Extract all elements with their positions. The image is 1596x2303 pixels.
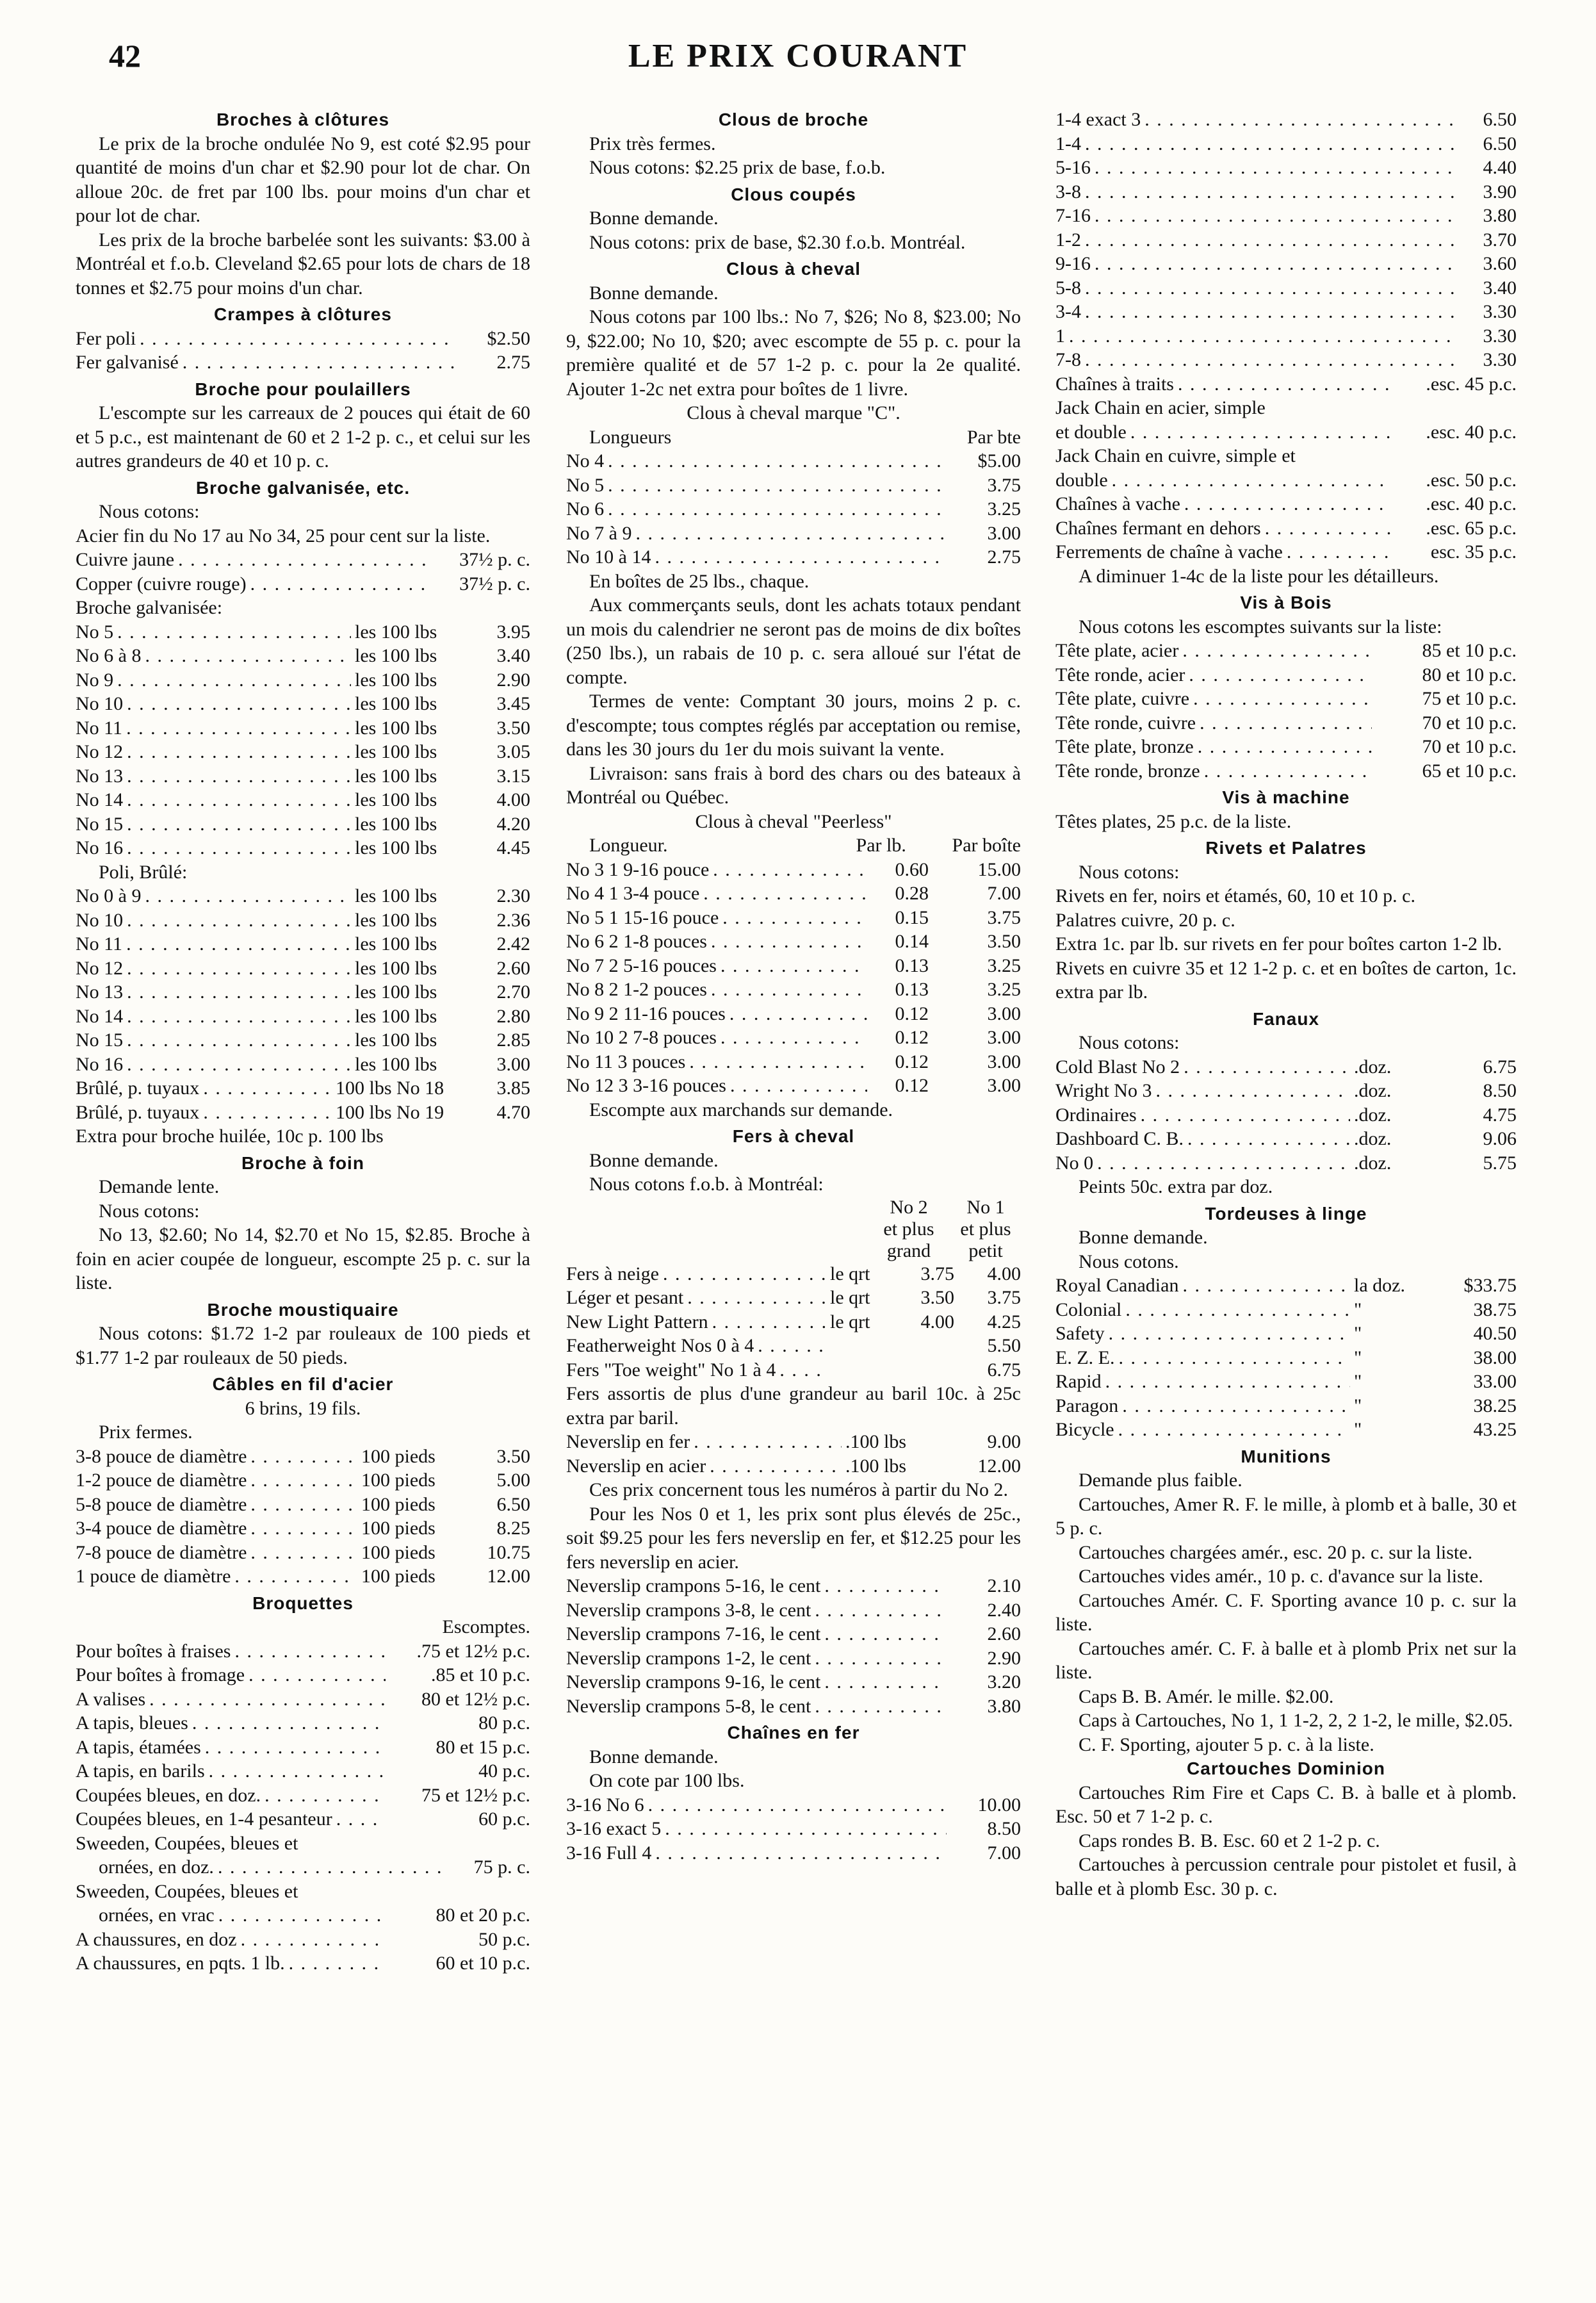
paragraph: Peints 50c. extra par doz. xyxy=(1079,1176,1273,1197)
price-row: Cold Blast No 2 . . . .doz. 6.75 xyxy=(1055,1055,1517,1079)
paragraph: Termes de vente: Comptant 30 jours, moins 2 p. c. d'escompte; tous comptes réglés par acceptation ou remise, dans les 30 jours du 1er du mois suivant la vente. xyxy=(566,691,1021,760)
page-number: 42 xyxy=(109,38,141,74)
price-row: Ferrements de chaîne à vache . . . esc. 35 p.c. xyxy=(1055,540,1517,564)
price-row: A tapis, bleues . . . 80 p.c. xyxy=(76,1711,530,1735)
price-row: A tapis, étamées . . . 80 et 15 p.c. xyxy=(76,1735,530,1760)
paragraph: Acier fin du No 17 au No 34, 25 pour cent sur la liste. xyxy=(76,525,491,546)
paragraph: Cartouches à percussion centrale pour pistolet et fusil, à balle et à plomb Esc. 30 p. c. xyxy=(1055,1854,1517,1899)
section-heading: Tordeuses à linge xyxy=(1205,1203,1367,1224)
paragraph: Cartouches Rim Fire et Caps C. B. à balle et à plomb. Esc. 50 et 7 1-2 p. c. xyxy=(1055,1782,1517,1827)
price-row: 3-16 exact 5 . . . 8.50 xyxy=(566,1817,1021,1841)
price-row: Paragon . . . " 38.25 xyxy=(1055,1394,1517,1418)
paragraph: Demande plus faible. xyxy=(1079,1470,1242,1491)
price-row: Neverslip en fer . . . .100 lbs 9.00 xyxy=(566,1430,1021,1454)
price-row: No 14 . . . les 100 lbs 2.80 xyxy=(76,1004,530,1029)
paragraph: Bonne demande. xyxy=(589,1149,719,1171)
price-row: No 13 . . . les 100 lbs 3.15 xyxy=(76,764,530,789)
price-row: No 15 . . . les 100 lbs 4.20 xyxy=(76,812,530,837)
subheading: Poli, Brûlé: xyxy=(99,861,188,883)
price-row: 1-4 exact 3 . . . 6.50 xyxy=(1055,108,1517,132)
price-row: 5-8 pouce de diamètre . . . 100 pieds 6.50 xyxy=(76,1493,530,1517)
price-row: Jack Chain en acier, simple xyxy=(1055,397,1266,418)
price-row: A chaussures, en pqts. 1 lb. . . . 60 et 10 p.c. xyxy=(76,1951,530,1976)
section-heading: Vis à machine xyxy=(1222,787,1350,807)
section-heading: Clous de broche xyxy=(718,110,869,129)
price-row: ornées, en vrac . . . 80 et 20 p.c. xyxy=(76,1903,530,1928)
price-row: No 16 . . . les 100 lbs 4.45 xyxy=(76,836,530,860)
price-row: 9-16 . . . 3.60 xyxy=(1055,252,1517,276)
price-table xyxy=(1055,639,1517,783)
price-table xyxy=(1055,108,1517,372)
price-row: No 7 à 9 . . . 3.00 xyxy=(566,521,1021,546)
price-table xyxy=(1055,1055,1517,1176)
price-row: Léger et pesant . . . le qrt 3.50 3.75 xyxy=(566,1286,1021,1310)
price-row: Chaînes à vache . . . .esc. 40 p.c. xyxy=(1055,492,1517,516)
price-row: A valises . . . 80 et 12½ p.c. xyxy=(76,1687,530,1712)
price-row: No 0 à 9 . . . les 100 lbs 2.30 xyxy=(76,884,530,908)
paragraph: Cartouches Amér. C. F. Sporting avance 10 p. c. sur la liste. xyxy=(1055,1589,1517,1635)
price-table xyxy=(566,1262,1021,1382)
price-row: Neverslip crampons 3-8, le cent . . . 2.40 xyxy=(566,1598,1021,1623)
price-row: Safety . . . " 40.50 xyxy=(1055,1322,1517,1346)
price-row: Fer galvanisé . . . 2.75 xyxy=(76,350,530,375)
price-row: Neverslip crampons 7-16, le cent . . . 2.60 xyxy=(566,1622,1021,1646)
price-row: No 10 . . . les 100 lbs 2.36 xyxy=(76,908,530,933)
price-row: Coupées bleues, en 1-4 pesanteur . . . 60 p.c. xyxy=(76,1807,530,1832)
column-3 xyxy=(1055,108,1517,1901)
column-2 xyxy=(566,108,1021,1865)
price-row: Tête ronde, bronze . . . 65 et 10 p.c. xyxy=(1055,759,1517,783)
paragraph: Bonne demande. xyxy=(589,1746,719,1767)
paragraph: Nous cotons: xyxy=(1079,861,1180,883)
price-row: No 11 . . . les 100 lbs 2.42 xyxy=(76,932,530,956)
section-heading: Câbles en fil d'acier xyxy=(212,1374,394,1394)
price-row: Tête plate, acier . . . 85 et 10 p.c. xyxy=(1055,639,1517,663)
table-header: No 2 et plus grand No 1 et plus petit xyxy=(883,1196,1011,1261)
price-row: No 0 . . . .doz. 5.75 xyxy=(1055,1151,1517,1176)
price-row: No 6 2 1-8 pouces . . . 0.14 3.50 xyxy=(566,930,1021,954)
price-row: 7-8 pouce de diamètre . . . 100 pieds 10.75 xyxy=(76,1541,530,1565)
price-row: New Light Pattern . . . le qrt 4.00 4.25 xyxy=(566,1310,1021,1334)
paragraph: Sweeden, Coupées, bleues et xyxy=(76,1832,298,1854)
price-row: 3-4 pouce de diamètre . . . 100 pieds 8.25 xyxy=(76,1516,530,1541)
price-table xyxy=(76,884,530,1076)
section-heading: Broche galvanisée, etc. xyxy=(195,477,411,498)
price-row: No 5 . . . 3.75 xyxy=(566,473,1021,498)
price-row: A chaussures, en doz . . . 50 p.c. xyxy=(76,1928,530,1952)
price-row: Tête plate, cuivre . . . 75 et 10 p.c. xyxy=(1055,687,1517,711)
paragraph: Caps B. B. Amér. le mille. $2.00. xyxy=(1079,1685,1334,1707)
paragraph: Prix très fermes. xyxy=(589,133,716,154)
paragraph: Nous cotons: $1.72 1-2 par rouleaux de 100 pieds et $1.77 1-2 par rouleaux de 50 pieds. xyxy=(76,1323,530,1368)
section-heading: Munitions xyxy=(1241,1446,1331,1466)
price-row: 3-8 . . . 3.90 xyxy=(1055,180,1517,204)
price-row: 3-16 Full 4 . . . 7.00 xyxy=(566,1841,1021,1865)
paragraph: Nous cotons. xyxy=(1079,1250,1179,1272)
price-row: Neverslip crampons 5-8, le cent . . . 3.80 xyxy=(566,1694,1021,1719)
price-row: No 11 3 pouces . . . 0.12 3.00 xyxy=(566,1050,1021,1074)
price-row: No 7 2 5-16 pouces . . . 0.13 3.25 xyxy=(566,954,1021,978)
section-heading: Crampes à clôtures xyxy=(214,304,392,324)
paragraph: Cartouches vides amér., 10 p. c. d'avance sur la liste. xyxy=(1079,1566,1483,1587)
price-row: Brûlé, p. tuyaux . . . 100 lbs No 19 4.70 xyxy=(76,1101,530,1125)
section-heading: Chaînes en fer xyxy=(727,1723,860,1742)
price-table xyxy=(566,449,1021,570)
paragraph: Caps à Cartouches, No 1, 1 1-2, 2, 2 1-2, le mille, $2.05. xyxy=(1079,1710,1513,1731)
price-row: No 12 . . . les 100 lbs 2.60 xyxy=(76,956,530,981)
price-row: Jack Chain en cuivre, simple et xyxy=(1055,445,1296,466)
column-1 xyxy=(76,108,530,1976)
paragraph: Extra pour broche huilée, 10c p. 100 lbs xyxy=(76,1126,384,1147)
price-row: Coupées bleues, en doz. . . . 75 et 12½ p.c. xyxy=(76,1783,530,1808)
paragraph: Rivets en fer, noirs et étamés, 60, 10 et 10 p. c. xyxy=(1055,885,1415,906)
paragraph: Fers assortis de plus d'une grandeur au baril 10c. à 25c extra par baril. xyxy=(566,1383,1021,1429)
paragraph: L'escompte sur les carreaux de 2 pouces qui était de 60 et 5 p.c., est maintenant de 60 et 2 1-2 p. c., et celui sur les autres grandeurs de 40 et 10 p. c. xyxy=(76,402,530,471)
section-heading: Broche moustiquaire xyxy=(207,1299,399,1320)
paragraph: Cartouches chargées amér., esc. 20 p. c. sur la liste. xyxy=(1079,1541,1473,1563)
price-row: No 12 3 3-16 pouces . . . 0.12 3.00 xyxy=(566,1074,1021,1098)
column-header: Escomptes. xyxy=(442,1616,530,1637)
section-heading: Broquettes xyxy=(252,1593,354,1613)
paragraph: Bonne demande. xyxy=(1079,1227,1208,1248)
price-row: Neverslip crampons 5-16, le cent . . . 2.10 xyxy=(566,1574,1021,1598)
price-row: No 10 à 14 . . . 2.75 xyxy=(566,545,1021,570)
paragraph: Rivets en cuivre 35 et 12 1-2 p. c. et en boîtes de carton, 1c. extra par lb. xyxy=(1055,957,1517,1003)
price-row: No 10 2 7-8 pouces . . . 0.12 3.00 xyxy=(566,1026,1021,1050)
price-row: No 6 . . . 3.25 xyxy=(566,497,1021,521)
price-row: No 4 1 3-4 pouce . . . 0.28 7.00 xyxy=(566,881,1021,906)
price-table xyxy=(76,620,530,860)
subheading: Clous à cheval marque "C". xyxy=(687,402,900,423)
price-row: 1 . . . 3.30 xyxy=(1055,324,1517,348)
paragraph: Les prix de la broche barbelée sont les suivants: $3.00 à Montréal et f.o.b. Cleveland $2.65 pour lots de chars de 18 tonnes et $2.75 pour moins d'un char. xyxy=(76,229,530,299)
price-row: 1-2 . . . 3.70 xyxy=(1055,228,1517,252)
price-table xyxy=(566,1430,1021,1478)
price-row: Royal Canadian . . . la doz. $33.75 xyxy=(1055,1274,1517,1298)
price-row: No 9 . . . les 100 lbs 2.90 xyxy=(76,668,530,693)
price-row: Ordinaires . . . .doz. 4.75 xyxy=(1055,1103,1517,1127)
paragraph: Cartouches, Amer R. F. le mille, à plomb et à balle, 30 et 5 p. c. xyxy=(1055,1493,1517,1539)
price-row: No 5 1 15-16 pouce . . . 0.15 3.75 xyxy=(566,906,1021,930)
price-row: Bicycle . . . " 43.25 xyxy=(1055,1418,1517,1442)
section-heading: Fanaux xyxy=(1252,1008,1320,1029)
subheading: Clous à cheval "Peerless" xyxy=(695,810,892,832)
paragraph: Ces prix concernent tous les numéros à partir du No 2. xyxy=(589,1479,1009,1500)
price-row: 3-4 . . . 3.30 xyxy=(1055,300,1517,324)
paragraph-group xyxy=(1055,1493,1517,1757)
price-table xyxy=(566,1793,1021,1865)
paragraph: Aux commerçants seuls, dont les achats totaux pendant un mois du calendrier ne seront pas de moins de dix boîtes (250 lbs.), un rabais de 10 p. c. sera alloué sur l'état de compte. xyxy=(566,594,1021,688)
price-row: 3-16 No 6 . . . 10.00 xyxy=(566,1793,1021,1817)
section-heading: Broches à clôtures xyxy=(216,110,390,129)
paragraph: No 13, $2.60; No 14, $2.70 et No 15, $2.85. Broche à foin en acier coupée de longueur, escompte 25 p. c. sur la liste. xyxy=(76,1224,530,1293)
price-table xyxy=(76,1076,530,1124)
price-row: A tapis, en barils . . . 40 p.c. xyxy=(76,1759,530,1783)
subheading: Broche galvanisée: xyxy=(76,597,223,618)
section-heading: Fers à cheval xyxy=(732,1126,855,1146)
price-row: Chaînes à traits . . . .esc. 45 p.c. xyxy=(1055,372,1517,397)
price-table xyxy=(1055,372,1517,564)
paragraph: Nous cotons: xyxy=(99,1200,200,1222)
price-row: Pour boîtes à fraises . . . .75 et 12½ p.c. xyxy=(76,1639,530,1664)
price-row: Rapid . . . " 33.00 xyxy=(1055,1370,1517,1394)
subheading: 6 brins, 19 fils. xyxy=(245,1397,361,1419)
price-row: No 6 à 8 . . . les 100 lbs 3.40 xyxy=(76,644,530,668)
price-row: 1 pouce de diamètre . . . 100 pieds 12.00 xyxy=(76,1564,530,1589)
price-table xyxy=(566,858,1021,1098)
price-row: 7-16 . . . 3.80 xyxy=(1055,204,1517,228)
paragraph: C. F. Sporting, ajouter 5 p. c. à la liste. xyxy=(1079,1733,1374,1755)
paragraph: Nous cotons: xyxy=(1079,1032,1180,1053)
section-heading: Clous coupés xyxy=(731,184,856,204)
table-header: Longueur. Par lb. Par boîte xyxy=(589,835,1021,856)
section-heading: Broche pour poulaillers xyxy=(195,379,411,399)
price-row: Featherweight Nos 0 à 4 . . . 5.50 xyxy=(566,1334,1021,1358)
paragraph: Nous cotons: prix de base, $2.30 f.o.b. Montréal. xyxy=(589,231,966,253)
price-row: Brûlé, p. tuyaux . . . 100 lbs No 18 3.85 xyxy=(76,1076,530,1101)
paragraph: Extra 1c. par lb. sur rivets en fer pour boîtes carton 1-2 lb. xyxy=(1055,933,1502,955)
paragraph: Cartouches amér. C. F. à balle et à plomb Prix net sur la liste. xyxy=(1055,1637,1517,1683)
price-row: 1-2 pouce de diamètre . . . 100 pieds 5.00 xyxy=(76,1468,530,1493)
price-table xyxy=(76,1445,530,1589)
paragraph: Bonne demande. xyxy=(589,208,719,229)
price-row: No 15 . . . les 100 lbs 2.85 xyxy=(76,1028,530,1053)
paragraph: Nous cotons: xyxy=(99,501,200,522)
paragraph: Palatres cuivre, 20 p. c. xyxy=(1055,909,1235,931)
paragraph: Livraison: sans frais à bord des chars ou des bateaux à Montréal ou Québec. xyxy=(566,762,1021,808)
price-row: Tête plate, bronze . . . 70 et 10 p.c. xyxy=(1055,735,1517,759)
price-row: Cuivre jaune . . . 37½ p. c. xyxy=(76,548,530,572)
paragraph: Demande lente. xyxy=(99,1176,220,1197)
price-row: Dashboard C. B. . . . .doz. 9.06 xyxy=(1055,1127,1517,1151)
paragraph: Pour les Nos 0 et 1, les prix sont plus élevés de 25c., soit $9.25 pour les fers neverslip en fer, et $12.25 pour les fers neverslip en acier. xyxy=(566,1503,1021,1573)
price-row: No 11 . . . les 100 lbs 3.50 xyxy=(76,716,530,741)
price-row: Tête ronde, cuivre . . . 70 et 10 p.c. xyxy=(1055,711,1517,735)
price-row: 1-4 . . . 6.50 xyxy=(1055,132,1517,156)
price-row: ornées, en doz. . . . 75 p. c. xyxy=(76,1855,530,1880)
price-row: Wright No 3 . . . .doz. 8.50 xyxy=(1055,1079,1517,1103)
price-row: Fers "Toe weight" No 1 à 4 . . . 6.75 xyxy=(566,1358,1021,1382)
price-row: Tête ronde, acier . . . 80 et 10 p.c. xyxy=(1055,663,1517,687)
paragraph: A diminuer 1-4c de la liste pour les détailleurs. xyxy=(1079,565,1439,587)
price-row: Colonial . . . " 38.75 xyxy=(1055,1298,1517,1322)
price-row: No 10 . . . les 100 lbs 3.45 xyxy=(76,692,530,716)
section-heading: Vis à Bois xyxy=(1240,593,1332,612)
section-heading: Cartouches Dominion xyxy=(1187,1758,1385,1778)
price-row: 7-8 . . . 3.30 xyxy=(1055,348,1517,372)
price-row: Neverslip crampons 1-2, le cent . . . 2.90 xyxy=(566,1646,1021,1671)
price-row: E. Z. E. . . . " 38.00 xyxy=(1055,1346,1517,1370)
paragraph: Le prix de la broche ondulée No 9, est coté $2.95 pour quantité de moins d'un char et $2.90 pour lot de char. On alloue 20c. de fret par 100 lbs. pour moins d'un char et pour lot de char. xyxy=(76,133,530,226)
price-row: 3-8 pouce de diamètre . . . 100 pieds 3.50 xyxy=(76,1445,530,1469)
price-table xyxy=(1055,1274,1517,1442)
section-heading: Rivets et Palatres xyxy=(1205,838,1367,858)
price-row: Chaînes fermant en dehors . . . .esc. 65 p.c. xyxy=(1055,516,1517,541)
price-row: Fers à neige . . . le qrt 3.75 4.00 xyxy=(566,1262,1021,1286)
paragraph: Nous cotons: $2.25 prix de base, f.o.b. xyxy=(589,157,886,178)
price-row: No 14 . . . les 100 lbs 4.00 xyxy=(76,788,530,812)
section-heading: Broche à foin xyxy=(241,1152,364,1173)
price-table xyxy=(566,1574,1021,1718)
price-row: 5-16 . . . 4.40 xyxy=(1055,156,1517,180)
price-row: No 13 . . . les 100 lbs 2.70 xyxy=(76,980,530,1004)
price-row: Fer poli . . . $2.50 xyxy=(76,327,530,351)
section-heading: Clous à cheval xyxy=(726,259,861,279)
paragraph: On cote par 100 lbs. xyxy=(589,1770,745,1791)
price-row: No 8 2 1-2 pouces . . . 0.13 3.25 xyxy=(566,978,1021,1002)
paragraph: Nous cotons f.o.b. à Montréal: xyxy=(589,1174,824,1195)
price-table xyxy=(76,1928,530,1976)
price-row: No 3 1 9-16 pouce . . . 0.60 15.00 xyxy=(566,858,1021,882)
paragraph: Prix fermes. xyxy=(99,1422,193,1443)
paragraph: En boîtes de 25 lbs., chaque. xyxy=(589,570,810,592)
paragraph: Têtes plates, 25 p.c. de la liste. xyxy=(1055,810,1292,832)
page-title: LE PRIX COURANT xyxy=(628,38,968,74)
paragraph: Sweeden, Coupées, bleues et xyxy=(76,1880,298,1902)
paragraph: Caps rondes B. B. Esc. 60 et 2 1-2 p. c. xyxy=(1079,1830,1380,1851)
paragraph: Nous cotons les escomptes suivants sur la liste: xyxy=(1079,616,1442,637)
price-row: No 5 . . . les 100 lbs 3.95 xyxy=(76,620,530,644)
price-row: No 16 . . . les 100 lbs 3.00 xyxy=(76,1053,530,1077)
paragraph-group xyxy=(1055,1781,1517,1901)
price-row: 5-8 . . . 3.40 xyxy=(1055,276,1517,300)
price-row: No 9 2 11-16 pouces . . . 0.12 3.00 xyxy=(566,1002,1021,1026)
price-row: Neverslip crampons 9-16, le cent . . . 3.20 xyxy=(566,1670,1021,1694)
price-row: No 4 . . . $5.00 xyxy=(566,449,1021,473)
paragraph: Nous cotons par 100 lbs.: No 7, $26; No 8, $23.00; No 9, $22.00; No 10, $20; avec escompte de 55 p. c. pour la première qualité et de 57 1-2 p. c. pour la 2e qualité. Ajouter 1-2c net extra pour boîtes de 1 livre. xyxy=(566,306,1021,400)
paragraph: Bonne demande. xyxy=(589,282,719,304)
price-row: Copper (cuivre rouge) . . . 37½ p. c. xyxy=(76,572,530,596)
table-header: Longueurs Par bte xyxy=(589,426,1021,448)
price-row: Pour boîtes à fromage . . . .85 et 10 p.c. xyxy=(76,1663,530,1687)
price-row: No 12 . . . les 100 lbs 3.05 xyxy=(76,740,530,764)
paragraph: Escompte aux marchands sur demande. xyxy=(589,1099,893,1120)
price-row: Neverslip en acier . . . .100 lbs 12.00 xyxy=(566,1454,1021,1479)
price-table xyxy=(76,1639,530,1832)
price-row: double . . . .esc. 50 p.c. xyxy=(1055,468,1517,493)
price-row: et double . . . .esc. 40 p.c. xyxy=(1055,420,1517,445)
